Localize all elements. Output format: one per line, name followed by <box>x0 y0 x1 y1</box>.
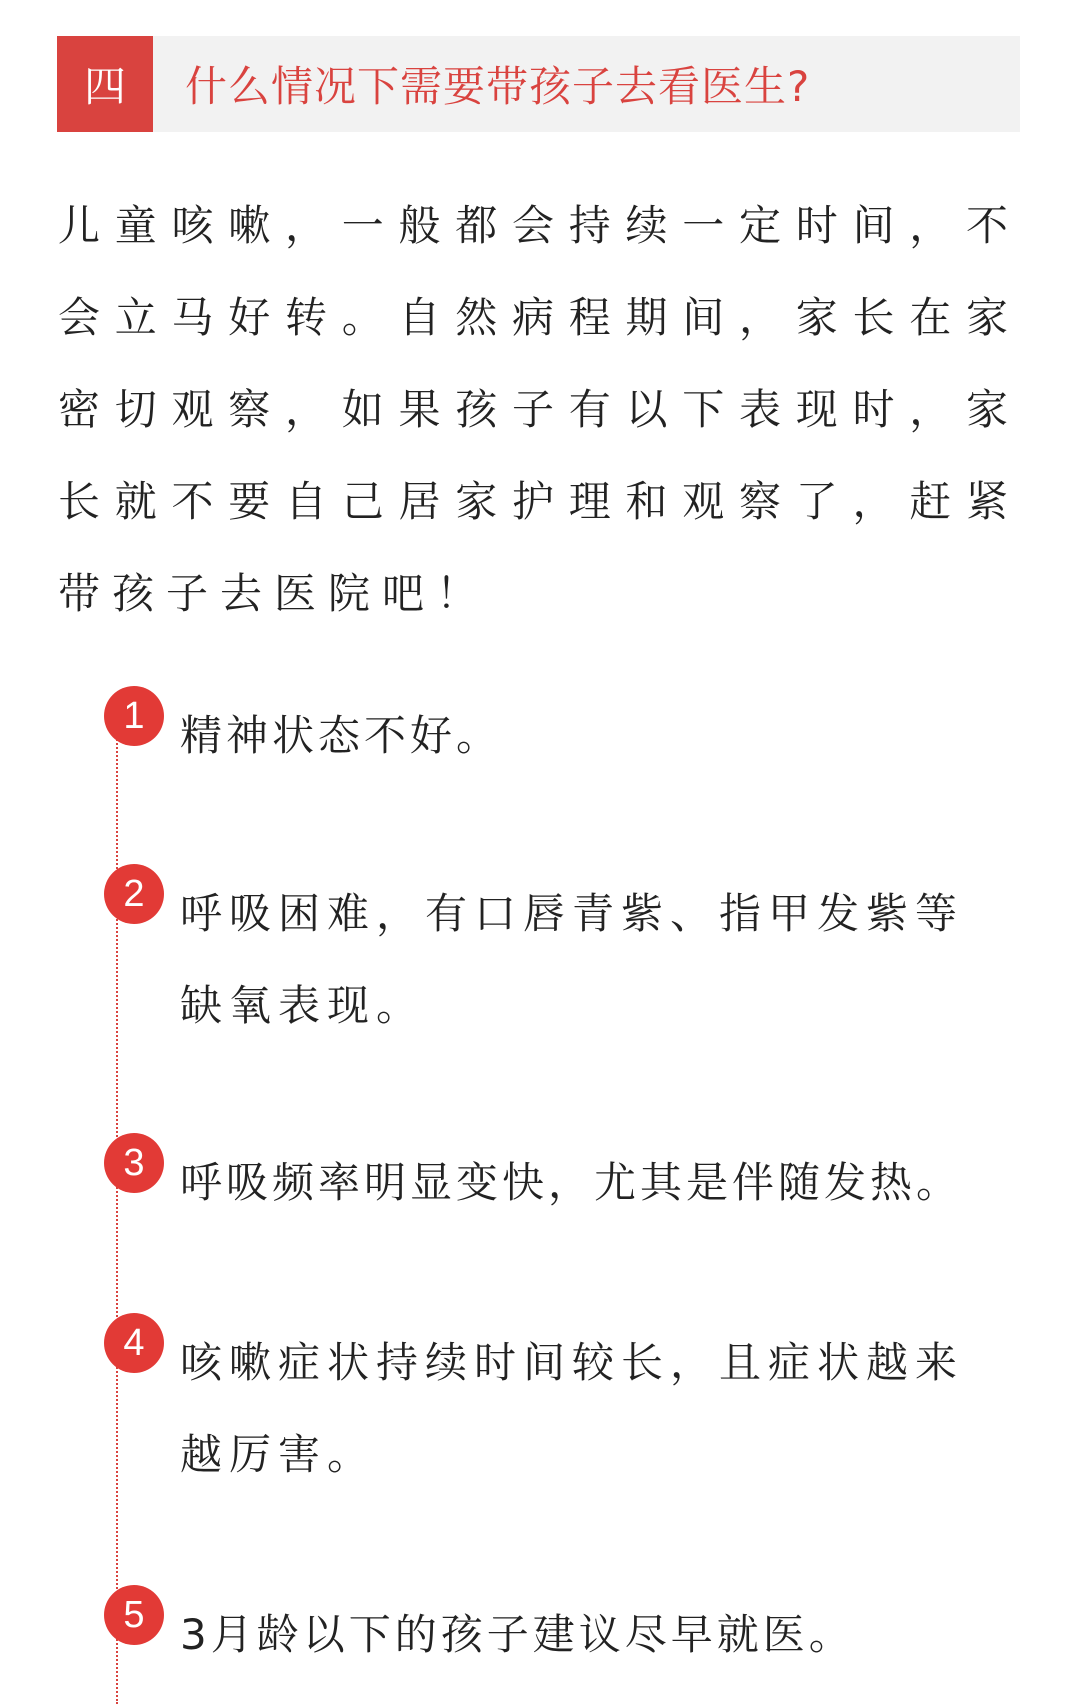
list-item-text: 咳嗽症状持续时间较长，且症状越来越厉害。 <box>180 1338 965 1479</box>
section-title: 什么情况下需要带孩子去看医生? <box>185 62 811 111</box>
list-number-badge: 1 <box>104 686 164 746</box>
list-item-text: 精神状态不好。 <box>180 711 503 760</box>
list-number-badge: 3 <box>104 1133 164 1193</box>
list-item-text: 呼吸频率明显变快，尤其是伴随发热。 <box>180 1158 963 1207</box>
list-item-text: 3月龄以下的孩子建议尽早就医。 <box>180 1610 855 1659</box>
list-item-text: 呼吸困难，有口唇青紫、指甲发紫等缺氧表现。 <box>180 889 965 1030</box>
timeline-dotted-line <box>116 708 118 1704</box>
intro-paragraph: 儿童咳嗽，一般都会持续一定时间，不会立马好转。自然病程期间，家长在家密切观察，如果孩子有以下表现时，家长就不要自己居家护理和观察了，赶紧带孩子去医院吧！ <box>58 201 1020 618</box>
section-header <box>57 36 1020 132</box>
list-number-badge: 2 <box>104 864 164 924</box>
list-number-badge: 4 <box>104 1313 164 1373</box>
section-number-badge: 四 <box>57 36 153 132</box>
list-number-badge: 5 <box>104 1585 164 1645</box>
